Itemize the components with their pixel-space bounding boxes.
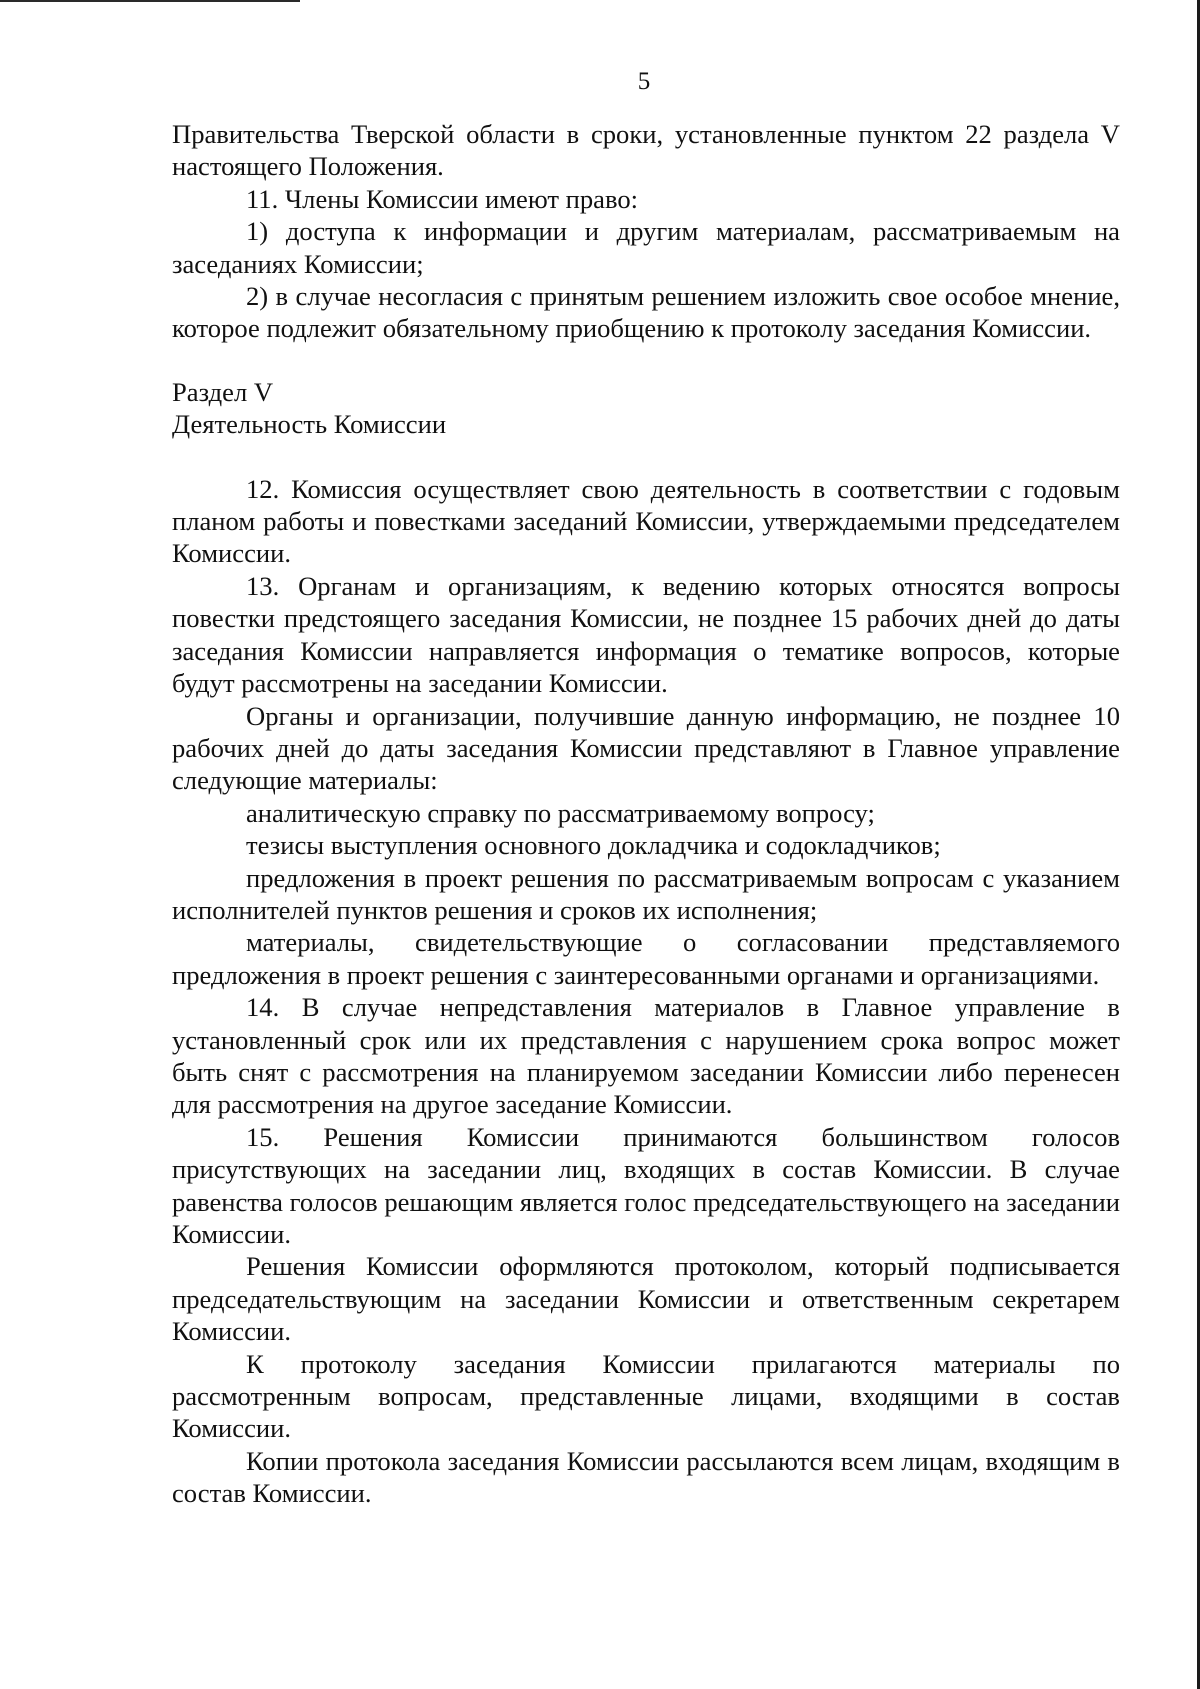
paragraph-13: 13. Органам и организациям, к ведению которых относятся вопросы повестки предстоящего заседания Комиссии, не позднее 15 рабочих дней до даты заседания Комиссии направляется информация о тематике вопросов, которые будут рассмотрены на заседании Комиссии.: [172, 570, 1120, 699]
paragraph-13-list-item: аналитическую справку по рассматриваемому вопросу;: [246, 797, 875, 828]
document-body: [172, 118, 1120, 1510]
paragraph-12: 12. Комиссия осуществляет свою деятельность в соответствии с годовым планом работы и повестками заседаний Комиссии, утверждаемыми председателем Комиссии.: [172, 473, 1120, 569]
paragraph-15-d: Копии протокола заседания Комиссии рассылаются всем лицам, входящим в состав Комиссии.: [172, 1445, 1120, 1509]
paragraph-15: 15. Решения Комиссии принимаются большинством голосов присутствующих на заседании лиц, входящих в состав Комиссии. В случае равенства голосов решающим является голос председательствующего на заседании Комиссии.: [172, 1121, 1120, 1249]
paragraph-15-c: К протоколу заседания Комиссии прилагаются материалы по рассмотренным вопросам, представленные лицами, входящими в состав Комиссии.: [172, 1348, 1120, 1444]
paragraph-13-list-item: материалы, свидетельствующие о согласовании представляемого предложения в проект решения с заинтересованными органами и организациями.: [172, 927, 1120, 990]
section-label: Раздел V: [172, 376, 274, 407]
section-heading: [172, 376, 1120, 441]
paragraph-15-b: Решения Комиссии оформляются протоколом, который подписывается председательствующим на заседании Комиссии и ответственным секретарем Комиссии.: [172, 1251, 1120, 1347]
paragraph-11: 11. Члены Комиссии имеют право:: [246, 183, 639, 214]
paragraph-14: 14. В случае непредставления материалов в Главное управление в установленный срок или их представления с нарушением срока вопрос может быть снят с рассмотрения на планируемом заседании Комиссии либо перенесен для рассмотрения на другое заседание Комиссии.: [172, 992, 1120, 1120]
paragraph-13-b: Органы и организации, получившие данную информацию, не позднее 10 рабочих дней до даты заседания Комиссии представляют в Главное управление следующие материалы:: [172, 700, 1120, 796]
paragraph-continued: Правительства Тверской области в сроки, установленные пунктом 22 раздела V настоящего Положения.: [172, 119, 1120, 182]
paragraph-13-list-item: предложения в проект решения по рассматриваемым вопросам с указанием исполнителей пунктов решения и сроков их исполнения;: [172, 862, 1120, 925]
section-title: Деятельность Комиссии: [172, 409, 447, 440]
page-number: 5: [637, 68, 651, 95]
paragraph-11-item-1: 1) доступа к информации и другим материалам, рассматриваемым на заседаниях Комиссии;: [172, 216, 1120, 279]
paragraph-11-item-2: 2) в случае несогласия с принятым решением изложить свое особое мнение, которое подлежит обязательному приобщению к протоколу заседания Комиссии.: [172, 281, 1120, 344]
paragraph-13-list-item: тезисы выступления основного докладчика и содокладчиков;: [246, 830, 941, 861]
scan-edge-top: [0, 0, 300, 2]
